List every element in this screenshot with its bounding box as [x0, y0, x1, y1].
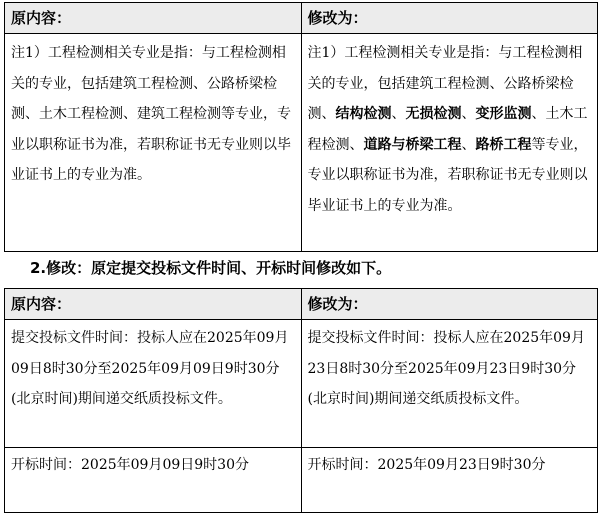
original-submission-time: 提交投标文件时间：投标人应在2025年09月09日8时30分至2025年09月09日9时30分(北京时间)期间递交纸质投标文件。	[5, 320, 302, 448]
note-segment-bold: 道路与桥梁工程	[363, 136, 462, 153]
note-segment-bold: 无损检测	[405, 106, 462, 122]
note-segment-bold: 结构检测	[335, 106, 392, 122]
note-segment: 、	[461, 106, 476, 122]
note-segment: 注1）工程检测相关专业是指：与工程检测相关的专业，包括建筑工程检测、公路桥梁检测、	[307, 45, 583, 122]
modified-note-text	[301, 34, 598, 252]
original-content-header: 原内容：	[5, 289, 302, 320]
note-segment: 、土木工程检测、	[307, 106, 588, 153]
comparison-table-1	[4, 2, 598, 252]
modified-content-header: 修改为：	[301, 289, 598, 320]
note-segment-bold: 路桥工程	[475, 136, 532, 153]
modified-submission-time: 提交投标文件时间：投标人应在2025年09月23日8时30分至2025年09月23日9时30分(北京时间)期间递交纸质投标文件。	[301, 320, 598, 448]
original-opening-time: 开标时间：2025年09月09日9时30分	[5, 448, 302, 513]
original-note-text: 注1）工程检测相关专业是指：与工程检测相关的专业，包括建筑工程检测、公路桥梁检测、土木工程检测、建筑工程检测等专业，专业以职称证书为准，若职称证书无专业则以毕业证书上的专业为准。	[5, 34, 302, 252]
modified-content-header: 修改为：	[301, 3, 598, 34]
note-segment: 等专业，专业以职称证书为准，若职称证书无专业则以毕业证书上的专业为准。	[307, 136, 588, 214]
modified-opening-time: 开标时间：2025年09月23日9时30分	[301, 448, 598, 513]
note-segment-bold: 变形监测	[475, 106, 532, 122]
comparison-table-2	[4, 288, 598, 513]
original-content-header: 原内容：	[5, 3, 302, 34]
section-2-heading: 2.修改：原定提交投标文件时间、开标时间修改如下。	[30, 259, 392, 277]
note-segment: 、	[391, 106, 406, 122]
note-segment: 、	[461, 136, 476, 153]
